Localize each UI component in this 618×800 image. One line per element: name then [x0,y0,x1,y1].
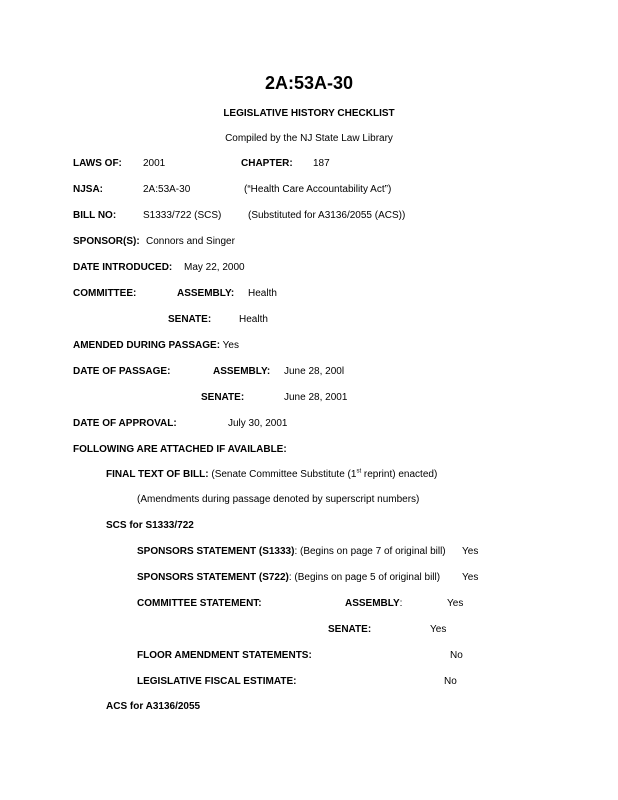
amended-label: AMENDED DURING PASSAGE: [73,340,221,351]
committee-statement-assembly: ASSEMBLY: [345,598,403,609]
fiscal-estimate-value: No [444,676,457,687]
committee-label: COMMITTEE: [73,288,137,299]
final-text-value: (Senate Committee Substitute (1st reprint) enacted) [211,468,438,480]
committee-assembly-label: ASSEMBLY: [177,288,235,299]
passage-assembly-label: ASSEMBLY: [213,366,271,377]
committee-statement-label: COMMITTEE STATEMENT: [137,598,262,609]
sponsors-value: Connors and Singer [146,236,235,247]
njsa-value: 2A:53A-30 [143,184,191,195]
date-of-approval-label: DATE OF APPROVAL: [73,418,177,429]
date-introduced-label: DATE INTRODUCED: [73,262,173,273]
chapter-label: CHAPTER: [241,158,293,169]
bill-no-note: (Substituted for A3136/2055 (ACS)) [248,210,406,221]
acs-heading: ACS for A3136/2055 [106,701,201,712]
document-subtitle: LEGISLATIVE HISTORY CHECKLIST [223,108,395,119]
date-introduced-value: May 22, 2000 [184,262,245,273]
fiscal-estimate-label: LEGISLATIVE FISCAL ESTIMATE: [137,676,297,687]
floor-amendment-label: FLOOR AMENDMENT STATEMENTS: [137,650,312,661]
floor-amendment-value: No [450,650,463,661]
njsa-label: NJSA: [73,184,104,195]
page-title: 2A:53A-30 [264,73,354,93]
amended-row [73,340,239,352]
sponsors-label: SPONSOR(S): [73,236,140,247]
scs-heading: SCS for S1333/722 [106,520,194,531]
attached-heading: FOLLOWING ARE ATTACHED IF AVAILABLE: [73,444,287,455]
laws-of-value: 2001 [143,158,166,169]
final-text-row [106,469,437,481]
amended-value: Yes [222,340,239,351]
committee-statement-senate-value: Yes [430,624,447,635]
bill-no-label: BILL NO: [73,210,117,221]
chapter-value: 187 [313,158,330,169]
committee-statement-assembly-value: Yes [447,598,464,609]
committee-statement-senate-label: SENATE: [328,624,372,635]
passage-senate-label: SENATE: [201,392,245,403]
sponsors-statement-s1333: SPONSORS STATEMENT (S1333): (Begins on page 7 of original bill) [137,546,446,557]
njsa-note: (“Health Care Accountability Act”) [244,184,392,195]
sponsors-statement-s722-value: Yes [462,572,479,583]
sponsors-statement-s722: SPONSORS STATEMENT (S722): (Begins on page 5 of original bill) [137,572,441,583]
passage-senate-value: June 28, 2001 [284,392,348,403]
date-of-passage-label: DATE OF PASSAGE: [73,366,171,377]
laws-of-label: LAWS OF: [73,158,122,169]
committee-senate-label: SENATE: [168,314,212,325]
passage-assembly-value: June 28, 200l [284,366,345,377]
sponsors-statement-s1333-value: Yes [462,546,479,557]
date-of-approval-value: July 30, 2001 [228,418,288,429]
final-text-note: (Amendments during passage denoted by superscript numbers) [137,494,420,505]
compiled-by: Compiled by the NJ State Law Library [225,133,393,144]
committee-assembly-value: Health [248,288,277,299]
bill-no-value: S1333/722 (SCS) [143,210,222,221]
final-text-label: FINAL TEXT OF BILL: [106,469,209,480]
committee-senate-value: Health [239,314,268,325]
